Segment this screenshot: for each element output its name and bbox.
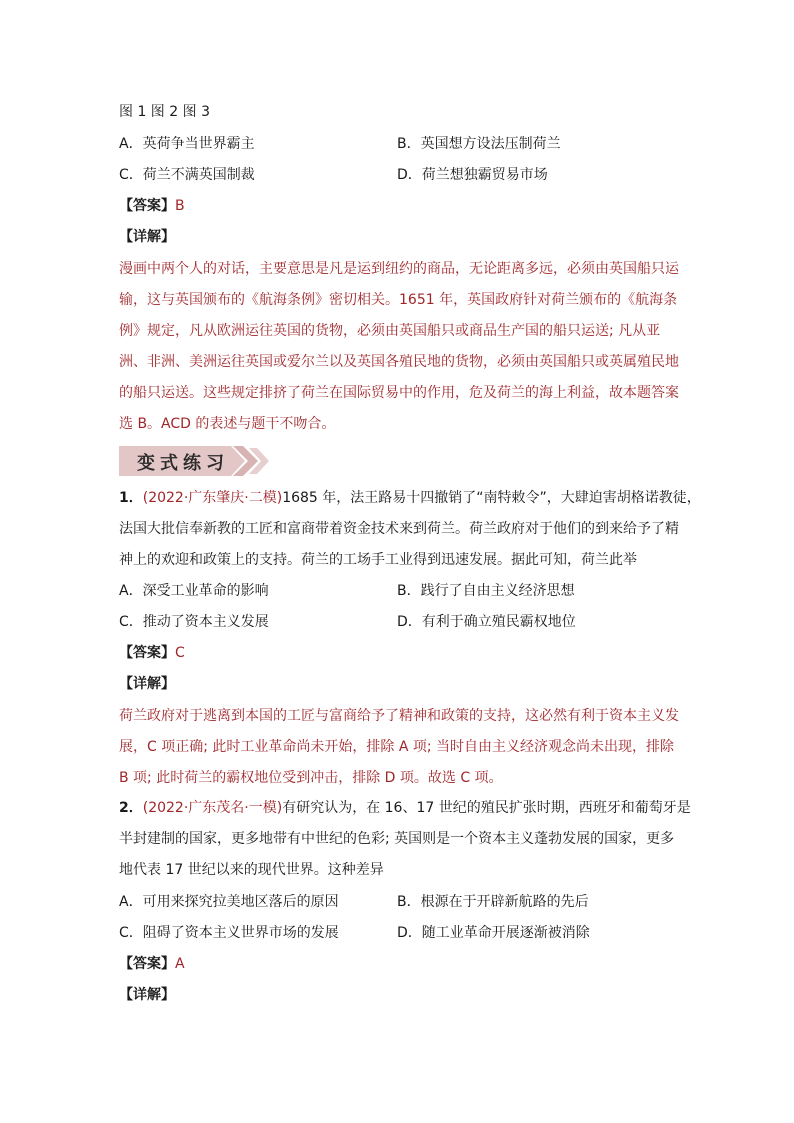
answer-value: A [175, 956, 185, 972]
q2-option-a: A．可用来探究拉美地区落后的原因 [119, 894, 339, 910]
q2-detail-label: 【详解】 [119, 987, 175, 1003]
answer-value: C [175, 645, 185, 661]
q1-option-a: A．深受工业革命的影响 [119, 583, 269, 599]
q1-detail-text: 荷兰政府对于逃离到本国的工匠与富商给予了精神和政策的支持，这必然有利于资本主义发展，C 项正确; 此时工业革命尚未开始，排除 A 项; 当时自由主义经济观念尚未出现，排除 B 项; 此时荷兰的霸权地位受到冲击，排除 D 项。故选 C 项。 [119, 708, 679, 786]
q0-detail-part1: 漫画中两个人的对话，主要意思是凡是运到纽约的商品，无论距离多远，必须由英国船只运输，这与英国颁布的《航海条例》密切相关。 [119, 261, 679, 308]
q0-option-d: D．荷兰想独霸贸易市场 [397, 167, 548, 183]
q0-option-a: A．英荷争当世界霸主 [119, 136, 255, 152]
q0-detail-part2: 1651 年，英国政府针对荷兰颁布的《航海条例》规定，凡从欧洲运往英国的货物，必须由英国船只或商品生产国的船只运送; 凡从亚洲、非洲、美洲运往英国或爱尔兰以及英国各殖民地的货物，必须由英国船只或英属殖民地的船只运送。这些规定排挤了荷兰在国际贸易中的作用，危及荷兰的海上利益，故本题答案选 B。ACD 的表述与题干不吻合。 [119, 292, 679, 432]
section-title: 变式练习 [137, 453, 229, 474]
answer-label: 【答案】 [119, 645, 175, 661]
q1-option-b: B．践行了自由主义经济思想 [397, 583, 575, 599]
q2-option-b: B．根源在于开辟新航路的先后 [397, 894, 589, 910]
q2-stem1: 有研究认为，在 16、17 世纪的殖民扩张时期，西班牙和葡萄牙是 [282, 800, 691, 816]
q2-stem-line1 [119, 798, 691, 818]
q2-stem-line3: 地代表 17 世纪以来的现代世界。这种差异 [119, 862, 384, 878]
q1-stem1: 1685 年，法王路易十四撤销了“南特敕令”，大肆迫害胡格诺教徒， [282, 490, 701, 506]
answer-label: 【答案】 [119, 956, 175, 972]
q1-stem-line3: 神上的欢迎和政策上的支持。荷兰的工场手工业得到迅速发展。据此可知，荷兰此举 [119, 552, 637, 568]
q0-option-c: C．荷兰不满英国制裁 [119, 167, 255, 183]
figure-captions: 图 1 图 2 图 3 [119, 104, 210, 120]
q2-source: (2022·广东茂名·一模) [142, 800, 283, 816]
q1-number: 1． [119, 490, 143, 506]
q2-number: 2． [119, 800, 143, 816]
q1-answer [119, 643, 185, 663]
q0-detail-text [119, 254, 679, 440]
q0-answer [119, 196, 185, 216]
q2-option-d: D．随工业革命开展逐渐被消除 [397, 925, 590, 941]
q1-stem-line2: 法国大批信奉新教的工匠和富商带着资金技术来到荷兰。荷兰政府对于他们的到来给予了精 [119, 521, 679, 537]
q0-detail-label: 【详解】 [119, 229, 175, 245]
answer-label: 【答案】 [119, 198, 175, 214]
q2-answer [119, 954, 185, 974]
q1-option-c: C．推动了资本主义发展 [119, 614, 269, 630]
q2-option-c: C．阻碍了资本主义世界市场的发展 [119, 925, 339, 941]
section-banner [119, 444, 279, 478]
q1-stem-line1 [119, 488, 701, 508]
q1-source: (2022·广东肇庆·二模) [142, 490, 283, 506]
q1-detail-label: 【详解】 [119, 676, 175, 692]
answer-value: B [175, 198, 185, 214]
q1-option-d: D．有利于确立殖民霸权地位 [397, 614, 576, 630]
q2-stem-line2: 半封建制的国家，更多地带有中世纪的色彩; 英国则是一个资本主义蓬勃发展的国家，更多 [119, 831, 675, 847]
q0-option-b: B．英国想方设法压制荷兰 [397, 136, 561, 152]
